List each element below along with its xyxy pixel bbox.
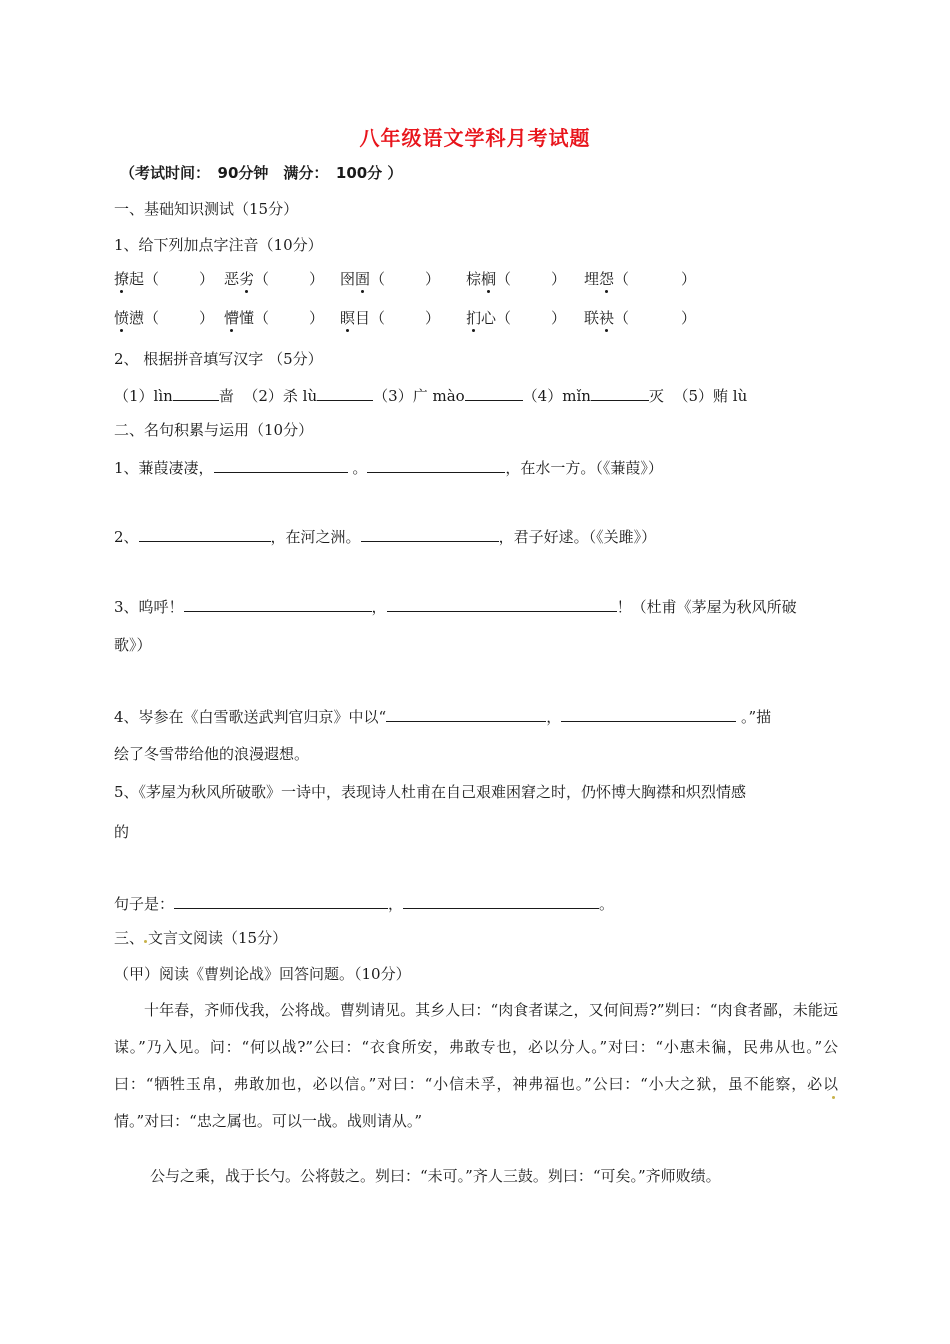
- s2-q3-text-c: ！（杜甫《茅屋为秋风所破: [616, 598, 797, 616]
- s2-q1-blank-2[interactable]: [367, 456, 505, 473]
- s2-q5-blank-1[interactable]: [174, 892, 388, 909]
- s2-q2-blank-1[interactable]: [139, 525, 271, 542]
- annotation-dotted-char: 扪: [466, 309, 482, 327]
- q2-item-3: （3）广 mào: [373, 387, 465, 405]
- s2-q5-text-c: 句子是：: [114, 895, 175, 913]
- annotation-dotted-char: 愤: [114, 309, 130, 327]
- s2-q1-blank-1[interactable]: [214, 456, 348, 473]
- s2-q4-text-a: 4、岑参在《白雪歌送武判官归京》中以“: [114, 708, 387, 726]
- annotation-item: [584, 269, 696, 289]
- s2-q2-text-a: 2、: [114, 528, 139, 546]
- s2-q3-text-a: 3、呜呼！: [114, 598, 184, 616]
- s2-q4-text-c: 。”描: [741, 708, 772, 726]
- q2-item-1b: 啬: [218, 387, 234, 405]
- annotation-word-post: 心: [481, 309, 497, 327]
- annotation-dotted-char: 怨: [599, 270, 615, 288]
- s2-q2-blank-2[interactable]: [361, 525, 499, 542]
- q2-blank-2[interactable]: [317, 384, 373, 401]
- annotation-item: [224, 269, 324, 289]
- annotation-answer-slot[interactable]: （ ）: [254, 309, 325, 327]
- annotation-item: [114, 269, 214, 289]
- annotation-answer-slot[interactable]: （ ）: [614, 270, 697, 288]
- s2-q1: [114, 456, 663, 478]
- annotation-item: [114, 308, 214, 328]
- annotation-item: [466, 308, 566, 328]
- part-a-heading: （甲）阅读《曹刿论战》回答问题。（10分）: [114, 965, 411, 983]
- annotation-word-pre: 联: [584, 309, 600, 327]
- annotation-answer-slot[interactable]: （ ）: [496, 270, 567, 288]
- q2-blank-4[interactable]: [591, 384, 649, 401]
- section3-heading: [114, 928, 287, 948]
- annotation-item: [340, 308, 440, 328]
- annotation-dotted-char: 懵: [224, 309, 240, 327]
- s2-q1-text-b: 。: [352, 459, 368, 477]
- annotation-item: [224, 308, 324, 328]
- s2-q3-cont: 歌》）: [114, 636, 152, 654]
- annotation-answer-slot[interactable]: （ ）: [614, 309, 697, 327]
- annotation-answer-slot[interactable]: （ ）: [144, 309, 215, 327]
- passage-paragraph-1: 十年春，齐师伐我，公将战。曹刿请见。其乡人曰：“肉食者谋之，又何间焉?”刿曰：“肉食者鄙，未能远谋。”乃入见。问：“何以战?”公曰：“衣食所安，弗敢专也，必以分人。”对曰：“小惠未徧，民弗从也。”公曰：“牺牲玉帛，弗敢加也，必以信。”对曰：“小信未孚，神弗福也。”公曰：“小大之狱，虽不能察，必以情。”对曰：“忠之属也。可以一战。战则请从。”: [114, 1001, 838, 1130]
- s2-q5-cont: 的: [114, 823, 130, 841]
- q2-item-4b: 灭: [648, 387, 664, 405]
- annotation-answer-slot[interactable]: （ ）: [370, 270, 441, 288]
- annotation-dotted-char: 劣: [239, 270, 255, 288]
- passage-paragraph-2: 公与之乘，战于长勺。公将鼓之。刿曰：“未可。”齐人三鼓。刿曰：“可矣。”齐师败绩。: [150, 1167, 721, 1185]
- s2-q4-cont: 绘了冬雪带给他的浪漫遐想。: [114, 745, 310, 763]
- annotation-item: [340, 269, 440, 289]
- q2-item-2: （2）杀 lù: [243, 387, 318, 405]
- annotation-dotted-char: 袂: [599, 309, 615, 327]
- q2-items: [114, 384, 747, 406]
- annotation-dotted-char: 撩: [114, 270, 130, 288]
- s2-q5-answer: [114, 892, 614, 914]
- annotation-word-pre: 埋: [584, 270, 600, 288]
- q1-prompt: 1、给下列加点字注音（10分）: [114, 236, 323, 254]
- annotation-dotted-char: 榈: [481, 270, 497, 288]
- q2-item-1: （1）lìn: [114, 387, 173, 405]
- annotation-word-post: 起: [129, 270, 145, 288]
- annotation-word-post: 懑: [129, 309, 145, 327]
- s2-q1-text-a: 1、蒹葭凄凄，: [114, 459, 214, 477]
- s2-q3-blank-1[interactable]: [184, 595, 372, 612]
- annotation-dotted-char: 瞑: [340, 309, 356, 327]
- section3-heading-pre: 三、: [114, 929, 145, 947]
- annotation-answer-slot[interactable]: （ ）: [496, 309, 567, 327]
- s2-q5-text-d: ，: [388, 895, 404, 913]
- marker-dot-2: [832, 1096, 835, 1099]
- s2-q4-blank-1[interactable]: [386, 705, 546, 722]
- q2-blank-1[interactable]: [173, 384, 219, 401]
- s2-q5-text-e: 。: [599, 895, 615, 913]
- page-title: 八年级语文学科月考试题: [359, 126, 591, 150]
- s2-q5-blank-2[interactable]: [403, 892, 599, 909]
- s2-q5: 5、《茅屋为秋风所破歌》一诗中，表现诗人杜甫在自己艰难困窘之时，仍怀博大胸襟和炽烈情感: [114, 783, 747, 801]
- q2-item-4: （4）mǐn: [522, 387, 591, 405]
- s2-q1-text-c: ，在水一方。（《蒹葭》）: [505, 459, 663, 477]
- section3-heading-post: 文言文阅读（15分）: [148, 929, 288, 947]
- annotation-word-pre: 囹: [340, 270, 356, 288]
- s2-q4: [114, 705, 771, 727]
- q2-blank-3[interactable]: [465, 384, 523, 401]
- q2-prompt: 2、 根据拼音填写汉字 （5分）: [114, 350, 323, 368]
- exam-info: （考试时间： 90分钟 满分： 100分 ）: [120, 164, 403, 182]
- s2-q2-text-c: ，君子好逑。（《关雎》）: [498, 528, 657, 546]
- marker-dot: [144, 940, 147, 943]
- s2-q3-blank-2[interactable]: [387, 595, 617, 612]
- s2-q3-text-b: ，: [371, 598, 387, 616]
- annotation-answer-slot[interactable]: （ ）: [144, 270, 215, 288]
- annotation-word-post: 懂: [239, 309, 255, 327]
- annotation-word-pre: 棕: [466, 270, 482, 288]
- annotation-item: [466, 269, 566, 289]
- annotation-word-pre: 恶: [224, 270, 240, 288]
- annotation-dotted-char: 圄: [355, 270, 371, 288]
- annotation-item: [584, 308, 696, 328]
- s2-q2: [114, 525, 656, 547]
- annotation-word-post: 目: [355, 309, 371, 327]
- s2-q4-blank-2[interactable]: [561, 705, 736, 722]
- s2-q2-text-b: ，在河之洲。: [270, 528, 361, 546]
- s2-q4-text-b: ，: [546, 708, 562, 726]
- annotation-answer-slot[interactable]: （ ）: [370, 309, 441, 327]
- s2-q3: [114, 595, 797, 617]
- annotation-answer-slot[interactable]: （ ）: [254, 270, 325, 288]
- q2-item-5: （5）贿 lù: [673, 387, 748, 405]
- section2-heading: 二、名句积累与运用（10分）: [114, 421, 314, 439]
- section1-heading: 一、基础知识测试（15分）: [114, 200, 299, 218]
